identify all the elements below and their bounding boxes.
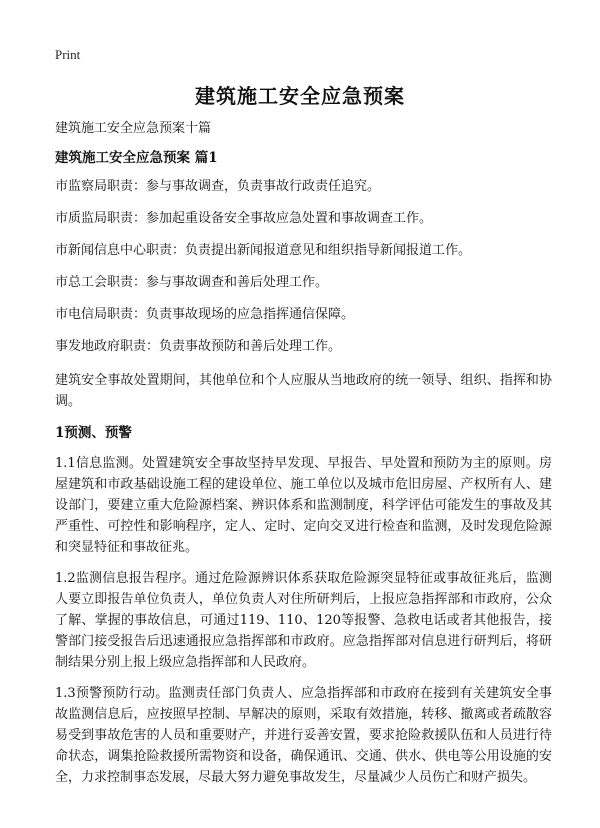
duty-paragraph: 市质监局职责：参加起重设备安全事故应急处置和事故调查工作。 [55,211,433,226]
section-heading-1: 建筑施工安全应急预案 篇1 [55,150,218,166]
body-paragraph: 1.3预警预防行动。监测责任部门负责人、应急指挥部和市政府在接到有关建筑安全事故监测信息后，应按照早控制、早解决的原则，采取有效措施，转移、撤离或者疏散容易受到事故危害的人员和重要财产，并进行妥善安置，要求抢险救援队伍和人员进行待命状态，调集抢险救援所需物资和设备，确保通讯、交通、供水、供电等公用设施的安全，力求控制事态发展，尽最大努力避免事故发生，尽量减少人员伤亡和财产损失。 [55,686,552,785]
cooperation-paragraph: 建筑安全事故处置期间，其他单位和个人应服从当地政府的统一领导、组织、指挥和协调。 [55,373,552,409]
print-label[interactable]: Print [55,47,81,62]
duty-paragraph: 市总工会职责：参与事故调查和善后处理工作。 [55,275,329,290]
duty-paragraph: 事发地政府职责：负责事故预防和善后处理工作。 [55,339,342,354]
duty-paragraph: 市电信局职责：负责事故现场的应急指挥通信保障。 [55,307,355,322]
duty-paragraph: 市新闻信息中心职责：负责提出新闻报道意见和组织指导新闻报道工作。 [55,243,472,258]
document-body [55,120,552,798]
page-title: 建筑施工安全应急预案 [195,84,405,108]
body-paragraph: 1.2监测信息报告程序。通过危险源辨识体系获取危险源突显特征或事故征兆后，监测人要立即报告单位负责人，单位负责人对住所研判后，上报应急指挥部和市政府，公众了解、掌握的事故信息，可通过119、110、120等报警、急救电话或者其他报告，接警部门接受报告后迅速通报应急指挥部和市政府。应急指挥部对信息进行研判后，将研制结果分别上报上级应急指挥部和人民政府。 [55,571,552,670]
section-heading-2: 1预测、预警 [55,425,132,441]
body-paragraph: 1.1信息监测。处置建筑安全事故坚持早发现、早报告、早处置和预防为主的原则。房屋建筑和市政基础设施工程的建设单位、施工单位以及城市危旧房屋、产权所有人、建设部门，要建立重大危险源档案、辨识体系和监测制度，科学评估可能发生的事故及其严重性、可控性和影响程序，定人、定时、定向交叉进行检查和监测，及时发现危险源和突显特征和事故征兆。 [55,456,552,555]
document-subtitle: 建筑施工安全应急预案十篇 [55,121,212,136]
duty-paragraph: 市监察局职责：参与事故调查，负责事故行政责任追究。 [55,179,381,194]
